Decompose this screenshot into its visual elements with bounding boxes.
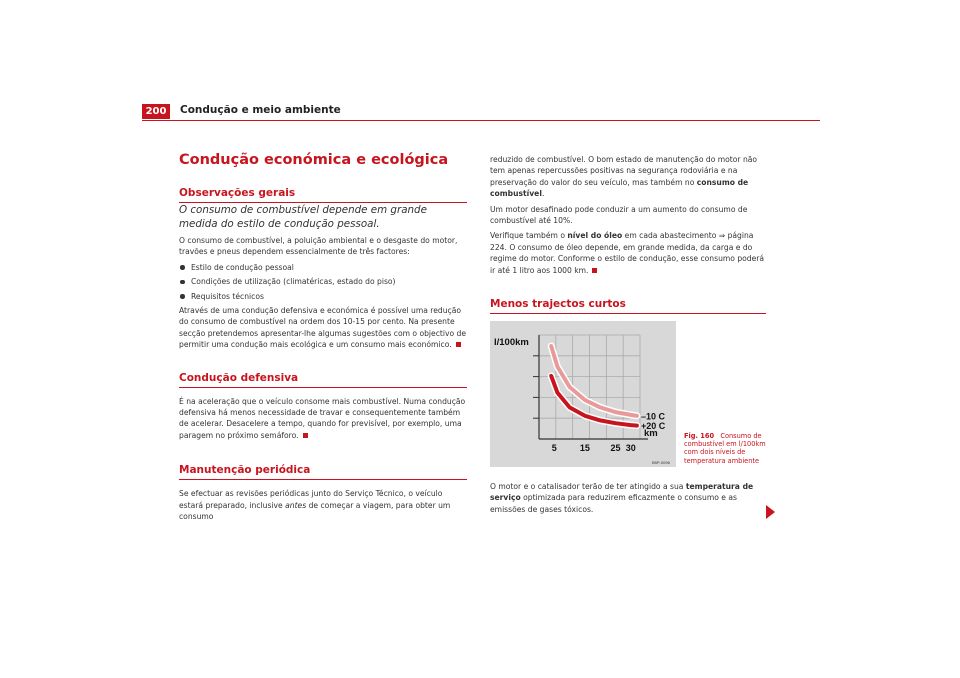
header-rule <box>142 120 820 121</box>
defensiva-body: É na aceleração que o veículo consome mais combustível. Numa condução defensiva há menos necessidade de travar e consequentemente também de acelerar. Desacelere a tempo, quando for previsível, por exemplo, uma paragem no próximo semáforo. <box>179 396 466 440</box>
series-label: +20 C <box>640 421 666 432</box>
running-title: Condução e meio ambiente <box>180 104 341 116</box>
section-heading-manutencao: Manutenção periódica <box>179 463 467 480</box>
factor-list <box>179 262 467 302</box>
manutencao-paragraph-2: Um motor desafinado pode conduzir a um aumento do consumo de combustível até 10%. <box>490 204 748 226</box>
manutencao-body: Se efectuar as revisões periódicas junto do Serviço Técnico, o veículo estará preparado, inclusive antes de começar a viagem, para obter um consumo <box>179 489 451 522</box>
list-item: Condições de utilização (climatéricas, estado do piso) <box>179 276 467 287</box>
intro-paragraph: O consumo de combustível, a poluição ambiental e o desgaste do motor, travões e pneus dependem essencialmente de três factores: <box>179 236 458 257</box>
lead-text: O consumo de combustível depende em grande medida do estilo de condução pessoal. <box>179 204 427 230</box>
section-heading-defensiva: Condução defensiva <box>179 371 467 388</box>
y-axis-label: l/100km <box>494 337 529 348</box>
manutencao-continued: reduzido de combustível. O bom estado de manutenção do motor não tem apenas repercussões positivas na segurança rodoviária e na preservação do valor do seu veículo, mas também no consumo de combustível. <box>490 155 758 199</box>
section-heading-observacoes: Observações gerais <box>179 186 467 203</box>
trajectos-text <box>490 481 766 519</box>
x-tick-label: 30 <box>625 443 636 453</box>
next-page-arrow-icon[interactable] <box>766 505 775 519</box>
section-end-mark <box>303 433 308 438</box>
figure-code: B5P-0096 <box>652 460 670 465</box>
page-number: 200 <box>142 104 170 119</box>
right-column <box>490 154 766 314</box>
list-item: Estilo de condução pessoal <box>179 262 467 273</box>
figure-caption: Fig. 160 Consumo de combustível em l/100km com dois níveis de temperatura ambiente <box>684 432 766 465</box>
list-item: Requisitos técnicos <box>179 291 467 302</box>
chart-curves <box>551 346 637 426</box>
consumption-chart <box>490 321 676 467</box>
x-tick-label: 25 <box>610 443 621 453</box>
consumption-figure <box>490 321 676 467</box>
trajectos-body: O motor e o catalisador terão de ter atingido a sua temperatura de serviço optimizada para reduzirem eficazmente o consumo e as emissões de gases tóxicos. <box>490 482 754 514</box>
x-tick-label: 5 <box>551 443 557 453</box>
series-label: –10 C <box>640 411 665 422</box>
left-column <box>179 186 467 527</box>
x-tick-label: 15 <box>579 443 590 453</box>
observacoes-body: Através de uma condução defensiva e económica é possível uma redução do consumo de combustível na ordem dos 10-15 por cento. Na presente secção pretendemos apresentar-lhe algumas sugestões com o objectivo de permitir uma condução mais ecológica e um consumo mais económico. <box>179 306 467 350</box>
x-axis-unit: km <box>644 428 658 439</box>
section-heading-trajectos: Menos trajectos curtos <box>490 297 766 314</box>
manutencao-paragraph-3: Verifique também o nível do óleo em cada abastecimento ⇒ página 224. O consumo de óleo depende, em grande medida, da carga e do regime do motor. Conforme o estilo de condução, esse consumo poderá ir até 1 litro aos 1000 km. <box>490 231 765 275</box>
page-title: Condução económica e ecológica <box>179 152 449 168</box>
section-end-mark <box>456 342 461 347</box>
section-end-mark <box>592 268 597 273</box>
